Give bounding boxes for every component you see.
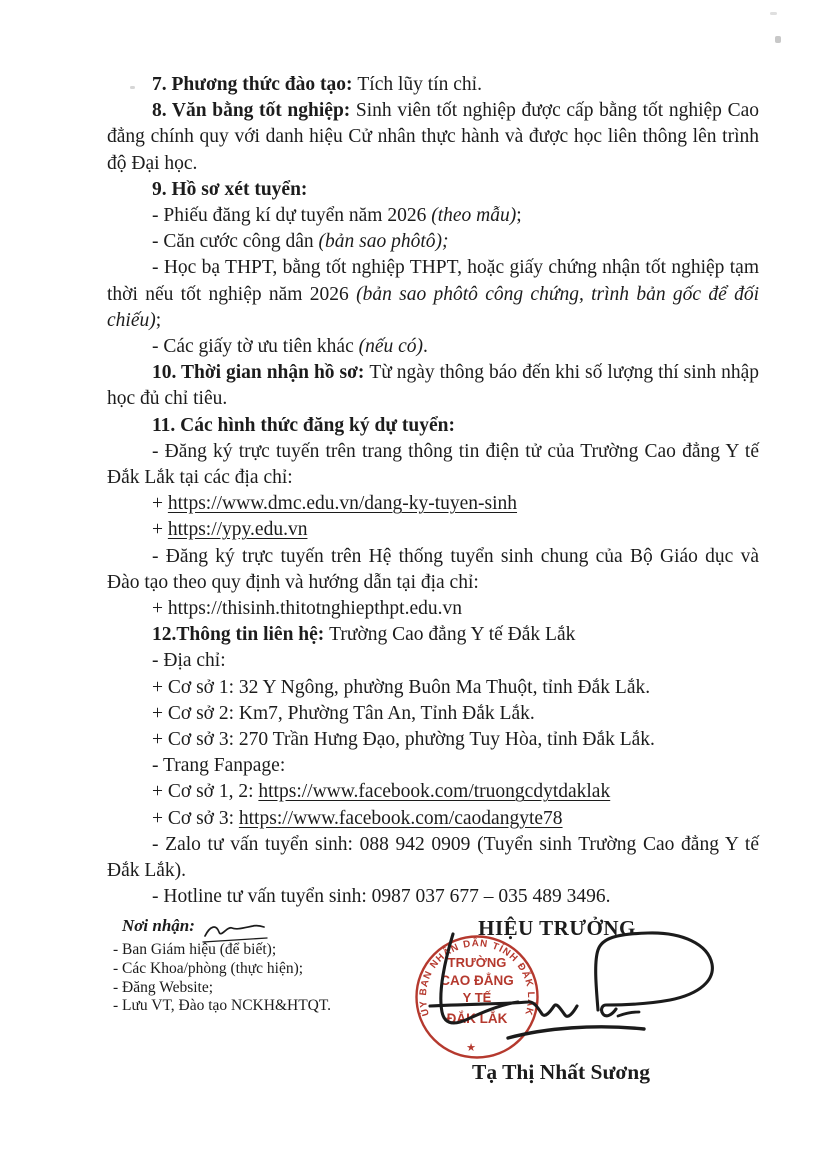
- text-run: Trường Cao đẳng Y tế Đắk Lắk: [329, 624, 576, 646]
- stamp-star-icon: ★: [466, 1042, 476, 1054]
- paragraph: [107, 596, 759, 622]
- text-run: 12.Thông tin liên hệ:: [152, 624, 330, 646]
- recipients-block: [113, 917, 448, 1016]
- text-run: .: [423, 336, 428, 358]
- paragraph: [107, 753, 759, 779]
- stamp-center-line-1: TRƯỜNG: [447, 955, 507, 970]
- official-stamp: [414, 934, 542, 1062]
- recipient-item: - Các Khoa/phòng (thực hiện);: [113, 959, 304, 977]
- paragraph: [107, 98, 759, 177]
- text-run: - Đăng ký trực tuyến trên Hệ thống tuyển sinh chung của Bộ Giáo dục và Đào tạo theo quy định và hướng dẫn tại địa chỉ:: [107, 545, 759, 593]
- link-url[interactable]: https://www.facebook.com/caodangyte78: [238, 807, 563, 829]
- signer-title: HIỆU TRƯỞNG: [478, 916, 636, 940]
- link-url[interactable]: https://www.facebook.com/truongcdytdaklak: [258, 781, 611, 803]
- paragraph: [107, 491, 759, 517]
- paragraph: [107, 439, 759, 491]
- text-run: 9. Hồ sơ xét tuyển:: [152, 178, 308, 200]
- text-run: Sinh viên tốt nghiệp được cấp bằng tốt nghiệp Cao đẳng chính quy với danh hiệu Cử nhân thực hành và được học liên thông lên trình độ Đại học.: [107, 100, 759, 174]
- text-run: + Cơ sở 3: 270 Trần Hưng Đạo, phường Tuy Hòa, tỉnh Đắk Lắk.: [152, 729, 655, 751]
- recipient-item: - Đăng Website;: [113, 978, 214, 996]
- paragraph: [107, 255, 759, 334]
- text-run: +: [152, 519, 168, 541]
- paragraph: [107, 622, 759, 648]
- text-run: (theo mẫu): [431, 205, 517, 227]
- text-run: + Cơ sở 2: Km7, Phường Tân An, Tỉnh Đắk Lắk.: [152, 702, 535, 724]
- text-run: - Phiếu đăng kí dự tuyển năm 2026: [152, 205, 432, 227]
- text-run: ;: [516, 205, 522, 227]
- link-url[interactable]: https://ypy.edu.vn: [167, 519, 308, 541]
- link-url[interactable]: https://www.dmc.edu.vn/dang-ky-tuyen-sinh: [167, 493, 518, 515]
- paragraph: [107, 72, 759, 98]
- text-run: - Các giấy tờ ưu tiên khác: [152, 336, 359, 358]
- text-run: 10. Thời gian nhận hồ sơ:: [152, 362, 370, 384]
- text-run: - Căn cước công dân: [152, 231, 319, 253]
- signer-name: Tạ Thị Nhất Sương: [472, 1060, 650, 1084]
- text-run: Từ ngày thông báo đến khi số lượng thí sinh nhập học đủ chỉ tiêu.: [107, 362, 759, 410]
- recipients-heading-label: Nơi nhận:: [122, 916, 195, 935]
- text-run: (bản sao phôtô công chứng, trình bản gốc để đối chiếu): [107, 283, 759, 331]
- text-run: 11. Các hình thức đăng ký dự tuyển:: [152, 414, 455, 436]
- paragraph: [107, 413, 759, 439]
- paragraph: [107, 675, 759, 701]
- text-run: (bản sao phôtô);: [318, 231, 449, 253]
- paragraph: [107, 360, 759, 412]
- stamp-center-line-3: Y TẾ: [462, 990, 492, 1005]
- paragraph: [107, 779, 759, 805]
- text-run: - Địa chỉ:: [152, 650, 226, 672]
- text-run: + https://thisinh.thitotnghiepthpt.edu.vn: [152, 598, 463, 620]
- text-run: (nếu có): [358, 336, 424, 358]
- scan-artifact: [775, 36, 781, 43]
- paragraph: [107, 832, 759, 884]
- text-run: - Học bạ THPT, bằng tốt nghiệp THPT, hoặc giấy chứng nhận tốt nghiệp tạm thời nếu tốt nghiệp năm 2026: [107, 257, 759, 305]
- recipient-item: - Ban Giám hiệu (để biết);: [113, 941, 277, 958]
- recipient-item: - Lưu VT, Đào tạo NCKH&HTQT.: [113, 997, 332, 1015]
- paragraph: [107, 177, 759, 203]
- text-run: - Zalo tư vấn tuyển sinh: 088 942 0909 (Tuyển sinh Trường Cao đẳng Y tế Đắk Lắk).: [107, 833, 759, 882]
- text-run: - Hotline tư vấn tuyển sinh: 0987 037 677 – 035 489 3496.: [152, 886, 611, 908]
- recipients-list: [113, 941, 448, 1016]
- paragraph: [107, 544, 759, 596]
- text-run: +: [152, 493, 168, 515]
- text-run: ;: [155, 309, 162, 331]
- stamp-arc-text: ỦY BAN NHÂN DÂN TỈNH ĐẮK LẮK: [417, 938, 537, 1018]
- paragraph: [107, 334, 759, 360]
- document-body: [107, 72, 759, 911]
- stamp-center-line-4: ĐẮK LẮK: [446, 1011, 508, 1026]
- text-run: Tích lũy tín chỉ.: [357, 74, 482, 95]
- text-run: + Cơ sở 3:: [152, 807, 239, 829]
- scan-artifact: [770, 12, 777, 15]
- text-run: - Trang Fanpage:: [152, 755, 286, 777]
- paragraph: [107, 648, 759, 674]
- text-run: + Cơ sở 1: 32 Y Ngông, phường Buôn Ma Thuột, tỉnh Đắk Lắk.: [152, 676, 651, 698]
- paragraph: [107, 884, 759, 910]
- stamp-center-line-2: CAO ĐẲNG: [440, 973, 514, 988]
- text-run: + Cơ sở 1, 2:: [152, 781, 259, 803]
- recipients-heading: [113, 917, 448, 941]
- paragraph: [107, 727, 759, 753]
- text-run: 8. Văn bằng tốt nghiệp:: [152, 100, 356, 122]
- paragraph: [107, 517, 759, 543]
- paragraph: [107, 701, 759, 727]
- text-run: 7. Phương thức đào tạo:: [152, 74, 358, 95]
- paragraph: [107, 229, 759, 255]
- text-run: - Đăng ký trực tuyến trên trang thông tin điện tử của Trường Cao đẳng Y tế Đắk Lắk tại các địa chỉ:: [107, 440, 759, 489]
- paragraph: [107, 203, 759, 229]
- paragraph: [107, 806, 759, 832]
